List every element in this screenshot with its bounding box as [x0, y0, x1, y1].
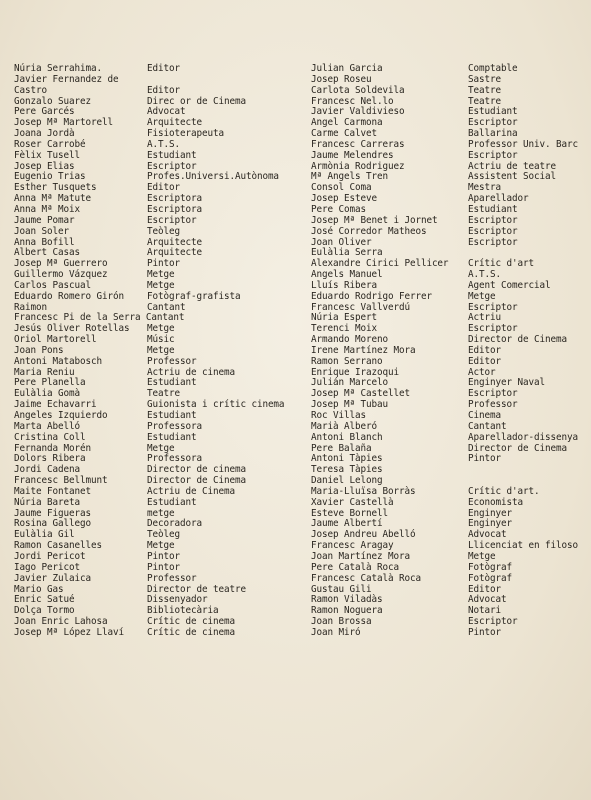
person-name: Joan Miró: [311, 626, 361, 638]
occupation: Escriptor: [468, 117, 518, 129]
occupation: Pintor: [147, 258, 180, 270]
person-name: Guillermo Vázquez: [14, 269, 108, 281]
occupation: Mestra: [468, 182, 501, 194]
occupation: Aparellador: [468, 193, 529, 205]
occupation: Teatre: [468, 95, 501, 107]
person-name: Carlos Pascual: [14, 279, 91, 291]
occupation: Crític de cinema: [147, 616, 235, 628]
occupation: Estudiant: [147, 377, 197, 389]
occupation: Fotògraf: [468, 572, 512, 584]
occupation: Advocat: [147, 106, 186, 118]
occupation: Escriptor: [468, 225, 518, 237]
person-name: Joan Oliver: [311, 236, 372, 248]
person-name: Marià Alberó: [311, 420, 377, 432]
occupation: Director de Cinema: [147, 475, 246, 487]
occupation: Professor: [468, 399, 518, 411]
occupation: Direc or de Cinema: [147, 95, 246, 107]
person-name: Núria Serrahima.: [14, 63, 102, 74]
person-name: Jaume Figueras: [14, 507, 91, 519]
person-name: Francesc Nel.lo: [311, 95, 394, 107]
occupation: Actor: [468, 366, 496, 378]
person-name: Francesc Català Roca: [311, 572, 421, 584]
occupation: Sastre: [468, 73, 501, 85]
person-name: Maria Reniu: [14, 366, 75, 378]
person-name: Anna Mª Matute: [14, 193, 91, 205]
occupation: Director de teatre: [147, 583, 246, 595]
occupation: Pintor: [147, 550, 180, 562]
person-name: Terenci Moix: [311, 323, 377, 335]
occupation: Guionista i crític cinema: [147, 399, 285, 411]
person-name: Josep Mª Guerrero: [14, 258, 108, 270]
occupation: Metge: [147, 269, 175, 281]
occupation: Teòleg: [147, 529, 180, 541]
person-name: Eulàlia Gomà: [14, 388, 80, 400]
occupation: Fotògraf-grafista: [147, 290, 241, 302]
occupation: Llicenciat en filoso: [468, 540, 578, 552]
occupation: Escriptor: [468, 323, 518, 335]
occupation: Estudiant: [147, 431, 197, 443]
person-name: Núria Espert: [311, 312, 377, 324]
person-name: Ramon Viladàs: [311, 594, 383, 606]
person-name: Eugenio Trias: [14, 171, 86, 183]
person-name: Julián Marcelo: [311, 377, 388, 389]
occupation: Cantant: [147, 301, 186, 313]
occupation: Arquitecte: [147, 117, 202, 129]
occupation: Músic: [147, 334, 175, 346]
person-name: Jaume Albertí: [311, 518, 383, 530]
occupation: Teòleg: [147, 225, 180, 237]
person-name: Joana Jordà: [14, 128, 75, 140]
occupation: Professor: [147, 572, 197, 584]
occupation: Crític d'art.: [468, 485, 540, 497]
occupation: Professora: [147, 453, 202, 465]
occupation: Arquitecte: [147, 247, 202, 259]
occupation: Fotògraf: [468, 561, 512, 573]
occupation: Actriu: [468, 312, 501, 324]
person-name: Cristina Coll: [14, 431, 86, 443]
occupation: Aparellador-dissenya: [468, 431, 578, 443]
occupation: Estudiant: [147, 149, 197, 161]
person-name: Lluís Ribera: [311, 279, 377, 291]
occupation: Enginyer Naval: [468, 377, 545, 389]
occupation: Metge: [147, 442, 175, 454]
occupation: Bibliotecària: [147, 605, 219, 617]
person-name: Antoni Matabosch: [14, 355, 102, 367]
person-name: Joan Soler: [14, 225, 69, 237]
person-name: Josep Mª Benet i Jornet: [311, 214, 438, 226]
person-name: Maria-Lluïsa Borràs: [311, 485, 416, 497]
occupation: Escriptor: [468, 236, 518, 248]
person-name: Roc Villas: [311, 410, 366, 421]
person-name: Anna Bofill: [14, 236, 75, 248]
person-name: Jesús Oliver Rotellas: [14, 323, 130, 335]
person-name: Angeles Izquierdo: [14, 410, 108, 421]
person-name: Ramon Serrano: [311, 355, 383, 367]
occupation: Editor: [147, 63, 180, 74]
person-name: Eduardo Rodrigo Ferrer: [311, 290, 432, 302]
occupation: Dissenyador: [147, 594, 208, 606]
person-name: Eulàlia Gil: [14, 529, 75, 541]
occupation: Enginyer: [468, 507, 512, 519]
occupation: Escriptor: [147, 160, 197, 172]
occupation: Editor: [468, 583, 501, 595]
occupation: Estudiant: [468, 106, 518, 118]
person-name: Enrique Irazoqui: [311, 366, 399, 378]
occupation: Cantant: [468, 420, 507, 432]
occupation: Metge: [147, 540, 175, 552]
person-name: Francesc Vallverdú: [311, 301, 410, 313]
occupation: Metge: [147, 344, 175, 356]
occupation: Crític d'art: [468, 258, 534, 270]
occupation: Escriptor: [147, 214, 197, 226]
person-name: Julian Garcia: [311, 63, 383, 74]
person-name: Eulàlia Serra: [311, 247, 383, 259]
person-name: Josep Elias: [14, 160, 75, 172]
person-name: Angel Carmona: [311, 117, 383, 129]
occupation: Professor: [147, 355, 197, 367]
occupation: Estudiant: [147, 410, 197, 421]
occupation: A.T.S.: [468, 269, 501, 281]
person-name: Jaume Pomar: [14, 214, 75, 226]
person-name: Francesc Aragay: [311, 540, 394, 552]
person-name: Irene Martínez Mora: [311, 344, 416, 356]
person-name: Gustau Gili: [311, 583, 372, 595]
occupation: Escriptor: [468, 388, 518, 400]
person-name: Pere Garcés: [14, 106, 75, 118]
person-name: Carlota Soldevila: [311, 84, 405, 96]
person-name: Iago Pericot: [14, 561, 80, 573]
person-name: Eduardo Romero Girón: [14, 290, 124, 302]
person-name: Javier Fernandez de: [14, 73, 119, 85]
person-name: Roser Carrobé: [14, 138, 86, 150]
person-name: Antoni Blanch: [311, 431, 383, 443]
person-name: Xavier Castellà: [311, 496, 394, 508]
person-name: Josep Esteve: [311, 193, 377, 205]
person-name: Jordi Cadena: [14, 464, 80, 476]
person-name: Mario Gas: [14, 583, 64, 595]
occupation: Teatre: [468, 84, 501, 96]
occupation: Teatre: [147, 388, 180, 400]
person-name: Francesc Carreras: [311, 138, 405, 150]
occupation: Professora: [147, 420, 202, 432]
occupation: Escriptor: [468, 301, 518, 313]
occupation: A.T.S.: [147, 138, 180, 150]
person-name: Francesc Pi de la Serra Cantant: [14, 312, 185, 324]
person-name: Joan Enric Lahosa: [14, 616, 108, 628]
occupation: Metge: [147, 323, 175, 335]
person-name: Javier Valdivieso: [311, 106, 405, 118]
occupation: Pintor: [147, 561, 180, 573]
occupation: Metge: [468, 550, 496, 562]
person-name: Joan Pons: [14, 344, 64, 356]
occupation: Escriptor: [468, 616, 518, 628]
occupation: Cinema: [468, 410, 501, 421]
person-name: Carme Calvet: [311, 128, 377, 140]
occupation: Ballarina: [468, 128, 518, 140]
occupation: Pintor: [468, 453, 501, 465]
person-name: Enric Satué: [14, 594, 75, 606]
person-name: Esteve Bornell: [311, 507, 388, 519]
occupation: Enginyer: [468, 518, 512, 530]
person-name: Daniel Lelong: [311, 475, 383, 487]
person-name: Josep Mª Tubau: [311, 399, 388, 411]
occupation: Actriu de teatre: [468, 160, 556, 172]
occupation: Metge: [468, 290, 496, 302]
person-name: Alexandre Cirici Pellicer: [311, 258, 449, 270]
person-name: Jaime Echavarri: [14, 399, 97, 411]
person-name: Josep Roseu: [311, 73, 372, 85]
occupation: Editor: [147, 182, 180, 194]
person-name: Josep Mª Martorell: [14, 117, 113, 129]
occupation: Metge: [147, 279, 175, 291]
person-name: Marta Abelló: [14, 420, 80, 432]
person-name: Ramon Noguera: [311, 605, 383, 617]
person-name: Javier Zulaica: [14, 572, 91, 584]
person-name: Anna Mª Moix: [14, 203, 80, 215]
person-name: Maite Fontanet: [14, 485, 91, 497]
person-name: Pere Comas: [311, 203, 366, 215]
occupation: Pintor: [468, 626, 501, 638]
person-name: Jordi Pericot: [14, 550, 86, 562]
occupation: Notari: [468, 605, 501, 617]
person-name: Ramon Casanelles: [14, 540, 102, 552]
person-name: Consol Coma: [311, 182, 372, 194]
occupation: metge: [147, 507, 175, 519]
person-name: Raimon: [14, 301, 47, 313]
occupation: Estudiant: [468, 203, 518, 215]
occupation: Agent Comercial: [468, 279, 551, 291]
person-name: Rosina Gallego: [14, 518, 91, 530]
person-name: Fernanda Morén: [14, 442, 91, 454]
person-name: Joan Martínez Mora: [311, 550, 410, 562]
person-name: Núria Bareta: [14, 496, 80, 508]
occupation: Escriptor: [468, 149, 518, 161]
occupation: Decoradora: [147, 518, 202, 530]
occupation: Profes.Universi.Autònoma: [147, 171, 279, 183]
occupation: Fisioterapeuta: [147, 128, 224, 140]
occupation: Estudiant: [147, 496, 197, 508]
occupation: Assistent Social: [468, 171, 556, 183]
person-name: Pere Català Roca: [311, 561, 399, 573]
person-name: Dolça Tormo: [14, 605, 75, 617]
person-name: Gonzalo Suarez: [14, 95, 91, 107]
person-name: Armònia Rodriguez: [311, 160, 405, 172]
person-name: Josep Mª López Llaví: [14, 626, 124, 638]
person-name: Pere Balaña: [311, 442, 372, 454]
occupation: Director de Cinema: [468, 334, 567, 346]
occupation: Economista: [468, 496, 523, 508]
occupation: Advocat: [468, 529, 507, 541]
person-name: Dolors Ribera: [14, 453, 86, 465]
person-name: Jaume Melendres: [311, 149, 394, 161]
occupation: Director de cinema: [147, 464, 246, 476]
occupation: Escriptora: [147, 203, 202, 215]
person-name: Mª Angels Tren: [311, 171, 388, 183]
person-name: Fèlix Tusell: [14, 149, 80, 161]
person-name: José Corredor Matheos: [311, 225, 427, 237]
person-name: Francesc Bellmunt: [14, 475, 108, 487]
occupation: Escriptora: [147, 193, 202, 205]
occupation: Actriu de cinema: [147, 366, 235, 378]
person-name: Josep Andreu Abelló: [311, 529, 416, 541]
person-name: Teresa Tàpies: [311, 464, 383, 476]
person-name: Pere Planella: [14, 377, 86, 389]
occupation: Director de Cinema: [468, 442, 567, 454]
person-name: Josep Mª Castellet: [311, 388, 410, 400]
occupation: Arquitecte: [147, 236, 202, 248]
occupation: Editor: [147, 84, 180, 96]
occupation: Comptable: [468, 63, 518, 74]
occupation: Editor: [468, 355, 501, 367]
person-name: Joan Brossa: [311, 616, 372, 628]
occupation: Actriu de Cinema: [147, 485, 235, 497]
person-name: Angels Manuel: [311, 269, 383, 281]
occupation: Crític de cinema: [147, 626, 235, 638]
person-name: Esther Tusquets: [14, 182, 97, 194]
person-name: Oriol Martorell: [14, 334, 97, 346]
occupation: Professor Univ. Barc: [468, 138, 578, 150]
person-name: Antoni Tàpies: [311, 453, 383, 465]
occupation: Escriptor: [468, 214, 518, 226]
occupation: Advocat: [468, 594, 507, 606]
person-name: Castro: [14, 84, 47, 96]
person-name: Armando Moreno: [311, 334, 388, 346]
person-name: Albert Casas: [14, 247, 80, 259]
occupation: Editor: [468, 344, 501, 356]
